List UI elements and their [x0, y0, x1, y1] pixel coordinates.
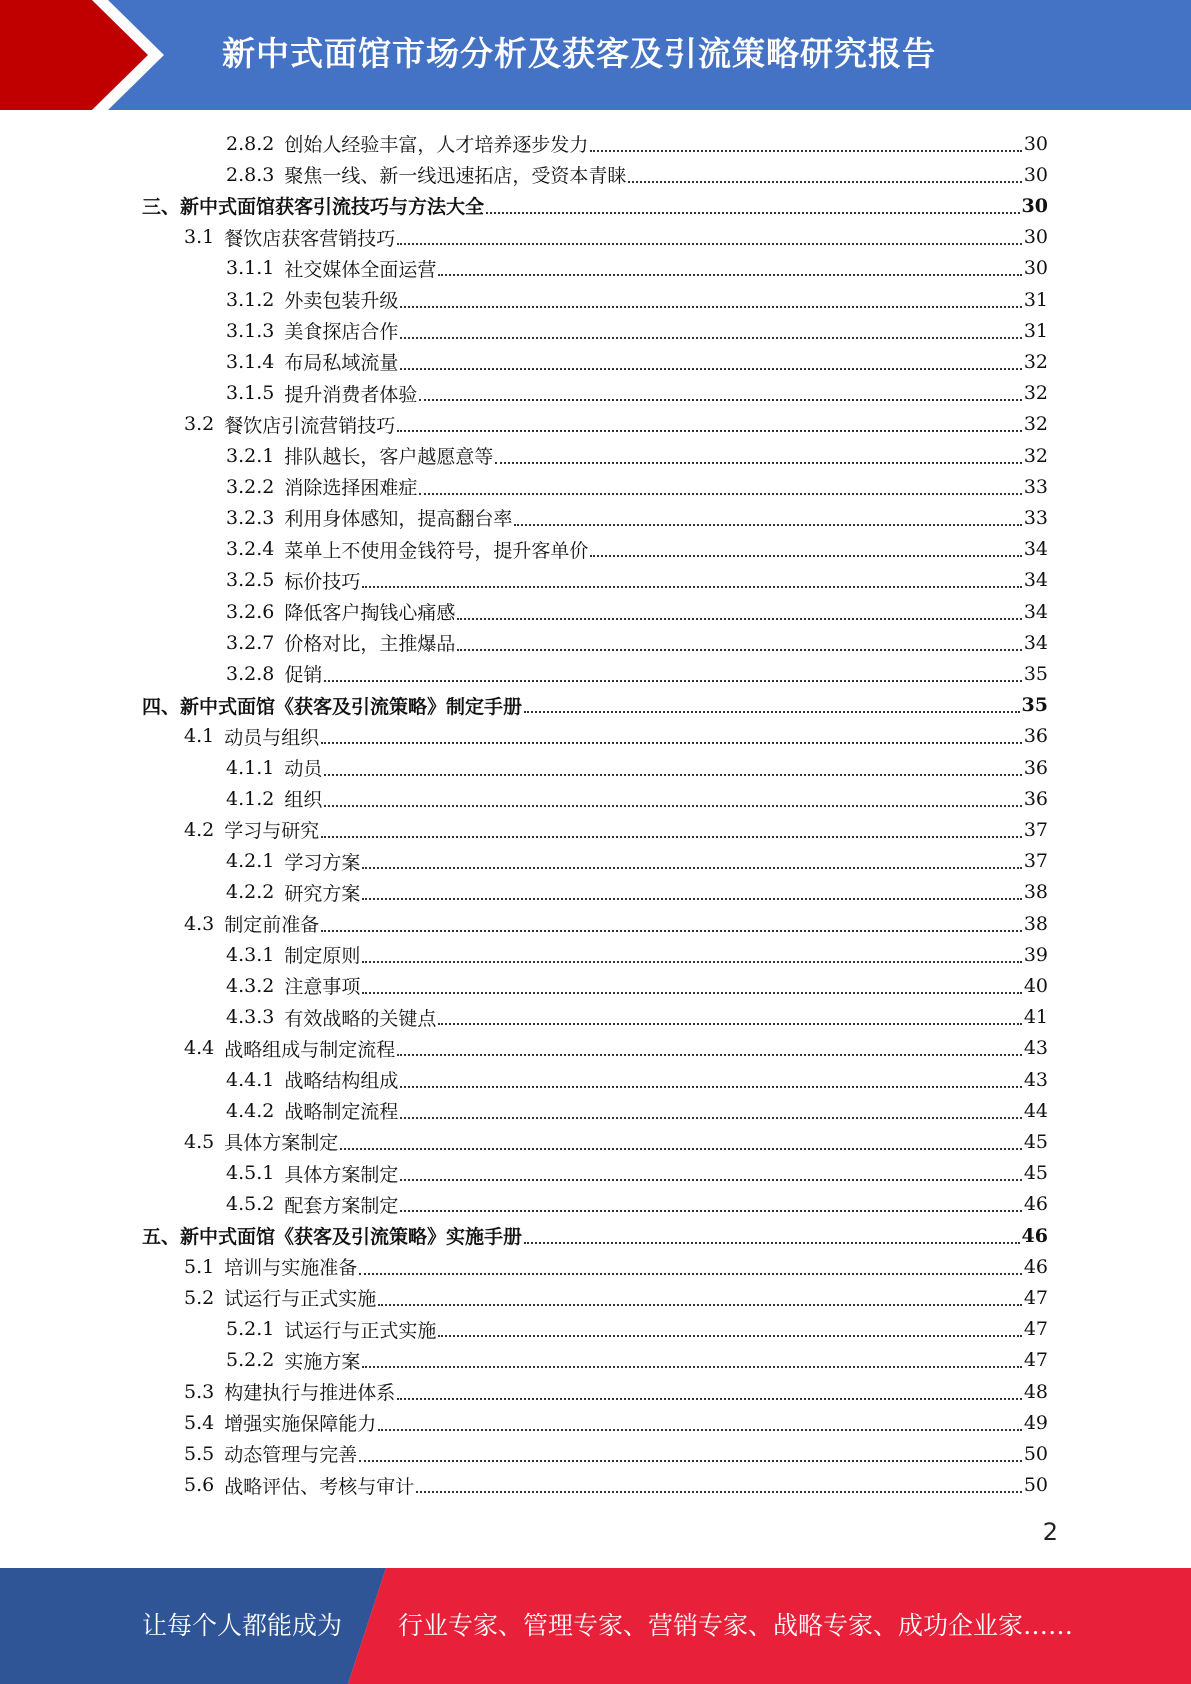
toc-entry-title: 配套方案制定: [284, 1194, 399, 1217]
toc-entry-number: 3.2.1: [226, 444, 275, 467]
toc-entry-page: 37: [1023, 818, 1048, 841]
toc-dot-leader: [400, 368, 1021, 370]
toc-entry[interactable]: [226, 752, 1048, 783]
toc-entry-title: 菜单上不使用金钱符号，提升客单价: [284, 539, 589, 562]
toc-dot-leader: [524, 1242, 1020, 1244]
report-title: 新中式面馆市场分析及获客及引流策略研究报告: [222, 34, 936, 73]
toc-entry[interactable]: [226, 440, 1048, 471]
toc-entry-title: 具体方案制定: [284, 1163, 399, 1186]
toc-entry-number: 4.2.2: [226, 881, 275, 904]
toc-entry[interactable]: [226, 565, 1048, 596]
toc-entry-number: 3.2: [184, 413, 215, 436]
toc-entry[interactable]: [226, 1002, 1048, 1033]
toc-dot-leader: [378, 1304, 1022, 1306]
toc-entry-title: 动员与组织: [224, 726, 320, 749]
toc-entry-number: 2.8.3: [226, 163, 275, 186]
toc-entry-title: 动态管理与完善: [224, 1444, 358, 1467]
toc-entry[interactable]: [226, 253, 1048, 284]
toc-dot-leader: [324, 680, 1021, 682]
toc-dot-leader: [400, 337, 1021, 339]
toc-entry-page: 32: [1023, 413, 1048, 436]
toc-entry-title: 试运行与正式实施: [284, 1319, 437, 1342]
toc-entry-title: 美食探店合作: [284, 321, 399, 344]
toc-dot-leader: [590, 150, 1021, 152]
toc-entry-number: 4.3.1: [226, 943, 275, 966]
toc-entry[interactable]: [184, 1376, 1048, 1407]
toc-entry[interactable]: [184, 409, 1048, 440]
toc-entry-page: 36: [1023, 725, 1048, 748]
toc-entry-title: 培训与实施准备: [224, 1257, 358, 1280]
toc-entry-number: 3.1.1: [226, 257, 275, 280]
toc-entry-page: 47: [1023, 1318, 1048, 1341]
toc-entry[interactable]: [226, 378, 1048, 409]
toc-entry-page: 43: [1023, 1037, 1048, 1060]
toc-entry-page: 39: [1023, 943, 1048, 966]
toc-entry-title: 五、新中式面馆《获客及引流策略》实施手册: [142, 1226, 523, 1248]
toc-dot-leader: [400, 306, 1021, 308]
toc-entry-number: 5.2.2: [226, 1349, 275, 1372]
toc-entry-page: 33: [1023, 475, 1048, 498]
toc-entry[interactable]: [142, 190, 1048, 221]
toc-entry-page: 45: [1023, 1162, 1048, 1185]
toc-entry-page: 34: [1023, 538, 1048, 561]
toc-entry-title: 试运行与正式实施: [224, 1288, 377, 1311]
toc-dot-leader: [362, 992, 1021, 994]
toc-dot-leader: [419, 399, 1021, 401]
toc-entry-number: 3.1.5: [226, 382, 275, 405]
toc-entry-number: 4.1.2: [226, 787, 275, 810]
toc-entry-title: 具体方案制定: [224, 1132, 339, 1155]
toc-entry-number: 3.2.8: [226, 662, 275, 685]
toc-entry-title: 促销: [284, 664, 323, 687]
toc-entry[interactable]: [226, 1189, 1048, 1220]
toc-entry-title: 消除选择困难症: [284, 477, 418, 500]
toc-entry-page: 41: [1023, 1006, 1048, 1029]
toc-entry[interactable]: [184, 1438, 1048, 1469]
toc-dot-leader: [378, 1429, 1022, 1431]
toc-entry-number: 3.2.3: [226, 506, 275, 529]
toc-entry-title: 价格对比，主推爆品: [284, 633, 456, 656]
toc-entry[interactable]: [184, 814, 1048, 845]
toc-entry-number: 3.2.7: [226, 631, 275, 654]
toc-entry-number: 3.1.4: [226, 350, 275, 373]
toc-entry[interactable]: [226, 159, 1048, 190]
toc-dot-leader: [359, 1460, 1022, 1462]
toc-entry[interactable]: [184, 908, 1048, 939]
toc-dot-leader: [397, 243, 1022, 245]
toc-entry-page: 36: [1023, 787, 1048, 810]
toc-dot-leader: [359, 1273, 1022, 1275]
toc-entry-number: 4.1: [184, 725, 215, 748]
toc-entry-page: 33: [1023, 506, 1048, 529]
toc-entry-number: 5.3: [184, 1380, 215, 1403]
toc-entry-number: 4.5.1: [226, 1162, 275, 1185]
toc-entry[interactable]: [226, 658, 1048, 689]
page-header: [0, 0, 1191, 110]
toc-entry-title: 社交媒体全面运营: [284, 258, 437, 281]
toc-entry[interactable]: [226, 534, 1048, 565]
toc-entry-title: 组织: [284, 789, 323, 812]
toc-dot-leader: [628, 181, 1021, 183]
toc-entry-title: 学习方案: [284, 851, 361, 874]
toc-entry-number: 5.6: [184, 1474, 215, 1497]
toc-entry-number: 3.1.3: [226, 319, 275, 342]
toc-entry-page: 44: [1023, 1099, 1048, 1122]
toc-entry-page: 35: [1023, 662, 1048, 685]
toc-dot-leader: [400, 1117, 1021, 1119]
toc-entry-title: 战略组成与制定流程: [224, 1038, 396, 1061]
toc-dot-leader: [324, 774, 1021, 776]
toc-entry[interactable]: [226, 1345, 1048, 1376]
toc-entry[interactable]: [184, 222, 1048, 253]
page-footer: [0, 1568, 1191, 1684]
toc-entry[interactable]: [184, 1407, 1048, 1438]
toc-entry-title: 四、新中式面馆《获客及引流策略》制定手册: [142, 695, 523, 718]
toc-entry-number: 4.2: [184, 818, 215, 841]
toc-entry-number: 4.2.1: [226, 850, 275, 873]
toc-entry[interactable]: [226, 596, 1048, 627]
toc-entry-title: 降低客户掏钱心痛感: [284, 602, 456, 624]
toc-entry-title: 利用身体感知，提高翻台率: [284, 508, 513, 531]
toc-dot-leader: [362, 1366, 1021, 1368]
toc-entry-number: 3.2.4: [226, 538, 275, 561]
toc-entry-number: 4.3.3: [226, 1006, 275, 1029]
toc-entry[interactable]: [226, 877, 1048, 908]
toc-entry[interactable]: [226, 284, 1048, 315]
toc-entry-title: 有效战略的关键点: [284, 1007, 437, 1030]
toc-entry-number: 5.1: [184, 1255, 215, 1278]
page-number: 2: [1042, 1518, 1058, 1546]
toc-entry-title: 创始人经验丰富，人才培养逐步发力: [284, 134, 589, 156]
toc-entry-number: 3.1: [184, 226, 215, 249]
toc-dot-leader: [397, 430, 1022, 432]
toc-entry-number: 4.5: [184, 1130, 215, 1153]
toc-entry-page: 34: [1023, 569, 1048, 592]
toc-entry[interactable]: [226, 846, 1048, 877]
toc-entry-title: 制定原则: [284, 945, 361, 968]
toc-entry-number: 5.2: [184, 1286, 215, 1309]
toc-entry-page: 32: [1023, 350, 1048, 373]
toc-entry-title: 战略评估、考核与审计: [224, 1475, 415, 1498]
toc-entry[interactable]: [184, 1282, 1048, 1313]
toc-entry-title: 制定前准备: [224, 914, 320, 936]
toc-entry-title: 布局私域流量: [284, 352, 399, 375]
toc-entry-number: 3.2.6: [226, 600, 275, 623]
toc-dot-leader: [397, 1398, 1022, 1400]
toc-entry-page: 35: [1021, 694, 1048, 717]
toc-entry-title: 标价技巧: [284, 570, 361, 593]
toc-entry-page: 48: [1023, 1380, 1048, 1403]
toc-entry-title: 实施方案: [284, 1350, 361, 1373]
toc-dot-leader: [321, 836, 1022, 838]
toc-entry[interactable]: [226, 1314, 1048, 1345]
toc-dot-leader: [321, 930, 1022, 932]
toc-entry-page: 30: [1023, 132, 1048, 155]
toc-entry-title: 注意事项: [284, 976, 361, 999]
toc-entry-number: 5.2.1: [226, 1318, 275, 1341]
toc-entry-page: 38: [1023, 881, 1048, 904]
toc-dot-leader: [397, 1054, 1022, 1056]
toc-dot-leader: [524, 711, 1020, 713]
toc-entry[interactable]: [226, 1064, 1048, 1095]
toc-dot-leader: [362, 586, 1021, 588]
toc-entry-page: 40: [1023, 974, 1048, 997]
toc-entry-title: 提升消费者体验: [284, 383, 418, 406]
toc-dot-leader: [590, 555, 1021, 557]
toc-entry-title: 构建执行与推进体系: [224, 1382, 396, 1404]
toc-entry-number: 5.5: [184, 1442, 215, 1465]
toc-entry-number: 2.8.2: [226, 132, 275, 155]
toc-entry-number: 4.4: [184, 1037, 215, 1060]
toc-entry[interactable]: [184, 1251, 1048, 1282]
toc-entry-page: 30: [1023, 257, 1048, 280]
toc-dot-leader: [400, 1179, 1021, 1181]
toc-entry-title: 排队越长，客户越愿意等: [284, 446, 494, 468]
toc-entry[interactable]: [226, 502, 1048, 533]
toc-entry[interactable]: [226, 128, 1048, 159]
toc-dot-leader: [400, 1086, 1021, 1088]
toc-entry-page: 49: [1023, 1411, 1048, 1434]
toc-entry-page: 50: [1023, 1474, 1048, 1497]
toc-entry-title: 外卖包装升级: [284, 290, 399, 312]
toc-entry-title: 聚焦一线、新一线迅速拓店，受资本青睐: [284, 165, 627, 188]
toc-entry-page: 45: [1023, 1130, 1048, 1153]
toc-dot-leader: [438, 1335, 1021, 1337]
footer-slogan-left: 让每个人都能成为: [142, 1611, 343, 1640]
toc-entry-title: 战略结构组成: [284, 1070, 399, 1092]
toc-entry-page: 47: [1023, 1349, 1048, 1372]
toc-entry[interactable]: [184, 1470, 1048, 1501]
toc-entry[interactable]: [184, 1033, 1048, 1064]
toc-entry-page: 46: [1023, 1255, 1048, 1278]
toc-entry-page: 43: [1023, 1068, 1048, 1091]
toc-entry-title: 增强实施保障能力: [224, 1413, 377, 1436]
toc-entry-title: 学习与研究: [224, 820, 320, 843]
toc-entry-number: 5.4: [184, 1411, 215, 1434]
toc-dot-leader: [495, 462, 1021, 464]
toc-dot-leader: [486, 212, 1020, 214]
toc-entry-number: 4.3.2: [226, 974, 275, 997]
toc-dot-leader: [457, 649, 1021, 651]
toc-entry[interactable]: [184, 721, 1048, 752]
toc-entry[interactable]: [226, 783, 1048, 814]
toc-entry-title: 餐饮店引流营销技巧: [224, 414, 396, 437]
toc-entry-title: 餐饮店获客营销技巧: [224, 227, 396, 250]
toc-entry-page: 31: [1023, 319, 1048, 342]
toc-entry[interactable]: [226, 939, 1048, 970]
toc-entry-page: 46: [1021, 1224, 1048, 1247]
toc-entry[interactable]: [226, 970, 1048, 1001]
toc-entry-title: 研究方案: [284, 882, 361, 905]
toc-entry-title: 动员: [284, 758, 323, 780]
toc-entry-page: 50: [1023, 1442, 1048, 1465]
toc-entry-number: 3.1.2: [226, 288, 275, 311]
toc-entry[interactable]: [226, 471, 1048, 502]
toc-entry[interactable]: [226, 346, 1048, 377]
toc-entry[interactable]: [142, 1220, 1048, 1251]
toc-entry[interactable]: [142, 690, 1048, 721]
toc-dot-leader: [416, 1491, 1022, 1493]
toc-dot-leader: [362, 961, 1021, 963]
toc-dot-leader: [400, 1210, 1021, 1212]
toc-entry-page: 31: [1023, 288, 1048, 311]
toc-entry[interactable]: [226, 315, 1048, 346]
toc-entry-page: 46: [1023, 1193, 1048, 1216]
toc-entry-page: 36: [1023, 756, 1048, 779]
toc-entry-number: 4.1.1: [226, 756, 275, 779]
toc-entry-page: 34: [1023, 600, 1048, 623]
toc-entry[interactable]: [184, 1126, 1048, 1157]
toc-entry-title: 战略制定流程: [284, 1101, 399, 1124]
toc-entry-page: 38: [1023, 912, 1048, 935]
toc-dot-leader: [419, 493, 1021, 495]
toc-entry-number: 4.5.2: [226, 1193, 275, 1216]
toc-entry-page: 32: [1023, 382, 1048, 405]
toc-entry-page: 32: [1023, 444, 1048, 467]
toc-dot-leader: [438, 1023, 1021, 1025]
toc-dot-leader: [362, 898, 1021, 900]
toc-dot-leader: [321, 742, 1022, 744]
toc-entry-number: 3.2.2: [226, 475, 275, 498]
toc-dot-leader: [324, 805, 1021, 807]
toc-dot-leader: [362, 867, 1021, 869]
toc-dot-leader: [457, 618, 1021, 620]
toc-entry[interactable]: [226, 1158, 1048, 1189]
toc-entry-page: 34: [1023, 631, 1048, 654]
toc-entry[interactable]: [226, 1095, 1048, 1126]
toc-entry-number: 3.2.5: [226, 569, 275, 592]
toc-dot-leader: [340, 1148, 1022, 1150]
toc-entry-page: 30: [1023, 226, 1048, 249]
toc-dot-leader: [438, 274, 1021, 276]
footer-slogan-right: 行业专家、管理专家、营销专家、战略专家、成功企业家……: [398, 1611, 1074, 1640]
toc-entry-page: 47: [1023, 1286, 1048, 1309]
toc-entry-number: 4.3: [184, 912, 215, 935]
toc-entry-page: 30: [1023, 163, 1048, 186]
toc-entry[interactable]: [226, 627, 1048, 658]
toc-entry-number: 4.4.2: [226, 1099, 275, 1122]
toc-entry-number: 4.4.1: [226, 1068, 275, 1091]
toc-dot-leader: [514, 524, 1021, 526]
toc-entry-title: 三、新中式面馆获客引流技巧与方法大全: [142, 196, 485, 219]
toc-entry-page: 30: [1021, 194, 1048, 217]
toc-entry-page: 37: [1023, 850, 1048, 873]
